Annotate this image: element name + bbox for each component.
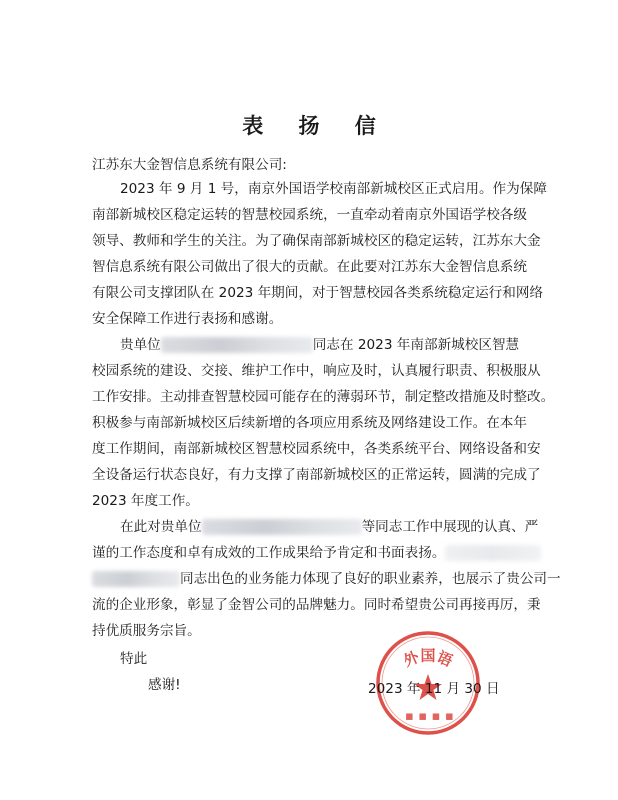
seal-text: 外国语 bbox=[400, 646, 456, 671]
para2-line2: 校园系统的建设、交接、维护工作中，响应及时，认真履行职责、积极服从 bbox=[92, 363, 541, 379]
para1-line5: 有限公司支撑团队在 2023 年期间，对于智慧校园各类系统稳定运行和网络 bbox=[92, 285, 544, 301]
para2-line5: 度工作期间，南部新城校区智慧校园系统中，各类系统平台、网络设备和安 bbox=[92, 441, 541, 457]
salutation: 江苏东大金智信息系统有限公司: bbox=[92, 157, 287, 173]
para3-line5: 持优质服务宗旨。 bbox=[92, 623, 201, 639]
closing-tebi: 特此 bbox=[120, 651, 148, 667]
para3-line4: 流的企业形象，彰显了金智公司的品牌魅力。同时希望贵公司再接再厉，秉 bbox=[92, 597, 541, 613]
para2-line1 bbox=[120, 336, 519, 354]
para1-line2: 南部新城校区稳定运转的智慧校园系统，一直牵动着南京外国语学校各级 bbox=[92, 207, 527, 223]
para3-line3-post: 同志出色的业务能力体现了良好的职业素养，也展示了贵公司一 bbox=[180, 571, 561, 587]
para2-line6: 全设备运行状态良好，有力支撑了南部新城校区的正常运转，圆满的完成了 bbox=[92, 467, 541, 483]
svg-text:▪ ▪ ▪ ▪: ▪ ▪ ▪ ▪ bbox=[405, 709, 454, 724]
para2-line1-post: 同志在 2023 年南部新城校区智慧 bbox=[312, 337, 520, 353]
para2-line3: 工作安排。主动排查智慧校园可能存在的薄弱环节，制定整改措施及时整改。 bbox=[92, 389, 555, 405]
redacted-name bbox=[161, 337, 313, 353]
letter-title: 表 扬 信 bbox=[242, 113, 390, 138]
svg-text:外国语 bbox=[401, 646, 455, 670]
redacted-name bbox=[202, 519, 362, 535]
para3-line3 bbox=[92, 570, 561, 588]
para1-line4: 智信息系统有限公司做出了很大的贡献。在此要对江苏东大金智信息系统 bbox=[92, 259, 527, 275]
para2-line4: 积极参与南部新城校区后续新增的各项应用系统及网络建设工作。在本年 bbox=[92, 415, 527, 431]
para2-line1-pre: 贵单位 bbox=[120, 337, 161, 353]
redacted-name bbox=[92, 571, 180, 587]
para2-line7: 2023 年度工作。 bbox=[92, 493, 199, 509]
redacted-name bbox=[445, 545, 541, 561]
para3-line1 bbox=[120, 518, 538, 536]
para3-line1-post: 等同志工作中展现的认真、严 bbox=[361, 519, 539, 535]
letter-date: 2023 年 11 月 30 日 bbox=[368, 681, 500, 697]
para1-line6: 安全保障工作进行表扬和感谢。 bbox=[92, 311, 283, 327]
closing-thanks: 感谢! bbox=[148, 677, 181, 693]
para1-line3: 领导、教师和学生的关注。为了确保南部新城校区的稳定运转，江苏东大金 bbox=[92, 233, 541, 249]
para1-line1: 2023 年 9 月 1 号，南京外国语学校南部新城校区正式启用。作为保障 bbox=[120, 181, 547, 197]
para3-line1-pre: 在此对贵单位 bbox=[120, 519, 202, 535]
para3-line2-text: 谨的工作态度和卓有成效的工作成果给予肯定和书面表扬。 bbox=[92, 545, 446, 561]
para3-line2 bbox=[92, 544, 541, 562]
